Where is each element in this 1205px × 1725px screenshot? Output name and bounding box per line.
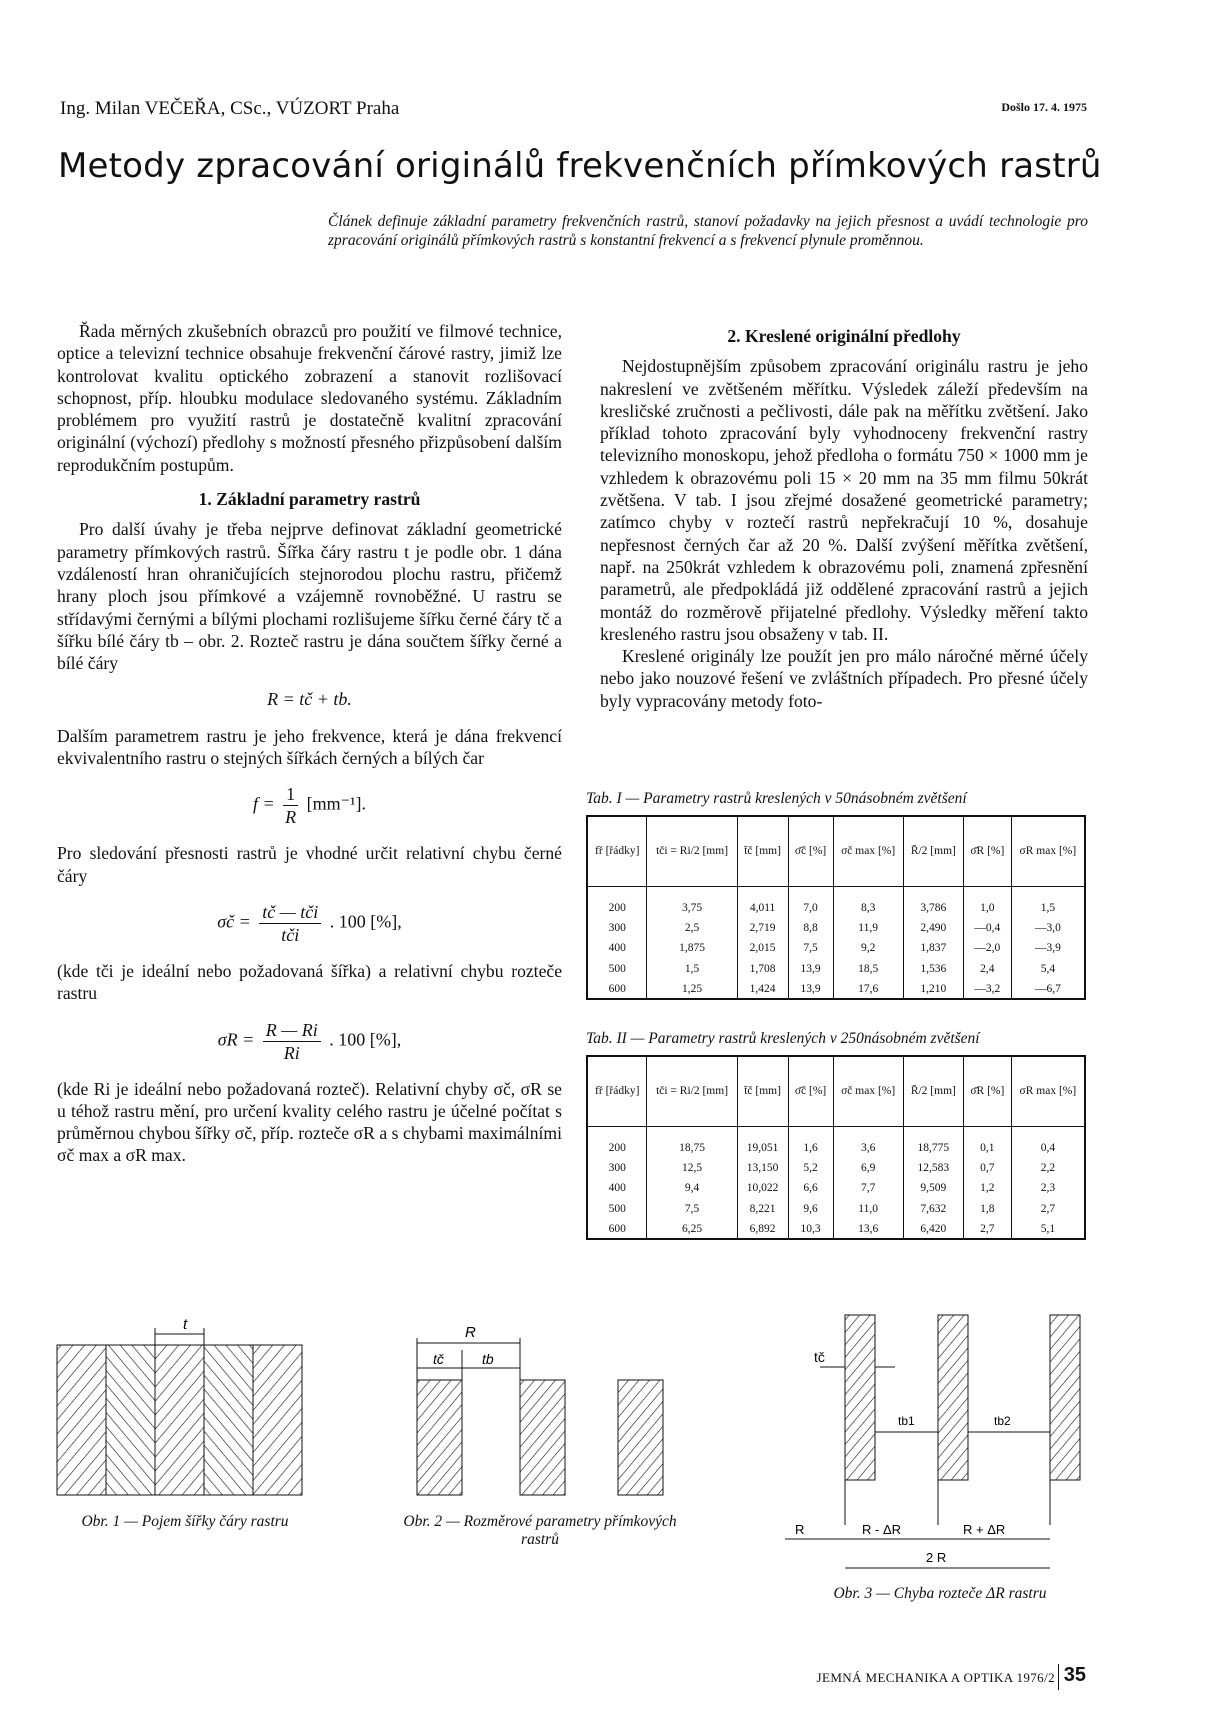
table-1 (586, 815, 1086, 1000)
table-cell: 19,051 (737, 1126, 788, 1158)
table-cell: 2,490 (903, 918, 963, 938)
table-1-header-row (587, 816, 1085, 886)
formula-frequency-unit: [mm⁻¹]. (306, 793, 367, 814)
table-cell: 13,150 (737, 1158, 788, 1178)
formula-frequency-denominator: R (285, 807, 297, 828)
table-cell: 7,5 (647, 1199, 737, 1219)
figure-1-diagram (55, 1310, 320, 1500)
table-cell: 1,875 (647, 938, 737, 958)
formula-pitch-error-rhs: . 100 [%], (329, 1029, 402, 1050)
figure-2-black-line (520, 1380, 565, 1495)
table-cell: 1,5 (1011, 886, 1085, 918)
footer-separator (1058, 1664, 1059, 1690)
table-cell: 3,786 (903, 886, 963, 918)
table-cell: 9,4 (647, 1178, 737, 1198)
table-row (587, 1126, 1085, 1158)
figure-2-diagram (405, 1310, 665, 1500)
table-2 (586, 1055, 1086, 1240)
table-cell: 7,5 (788, 938, 833, 958)
table-cell: 1,8 (963, 1199, 1011, 1219)
formula-line-error-lhs: σč = (217, 911, 251, 932)
figure-3-label-tb1: tb1 (898, 1414, 915, 1428)
table-header-cell: t̄č [mm] (737, 1056, 788, 1126)
figure-2-black-line (618, 1380, 663, 1495)
table-cell: 8,8 (788, 918, 833, 938)
table-header-cell: R̄/2 [mm] (903, 816, 963, 886)
section-1-paragraph-5: (kde Ri je ideální nebo požadovaná rozteč). Relativní chyby σč, σR se u téhož rastru mění, pro určení kvality celého rastru je účelné počítat s průměrnou chybou šířky σč, příp. rozteče σR a s chybami maximálními σč max a σR max. (57, 1078, 562, 1166)
table-header-cell: fř [řádky] (587, 1056, 647, 1126)
table-cell: 8,3 (833, 886, 903, 918)
table-cell: 9,6 (788, 1199, 833, 1219)
figure-2-label-tc: tč (433, 1351, 444, 1367)
table-cell: 1,837 (903, 938, 963, 958)
table-cell: 2,2 (1011, 1158, 1085, 1178)
formula-frequency-lhs: f = (252, 793, 275, 814)
table-cell: —3,0 (1011, 918, 1085, 938)
table-cell: 7,632 (903, 1199, 963, 1219)
table-cell: 9,2 (833, 938, 903, 958)
formula-pitch-error (57, 1019, 562, 1064)
figure-3-label-R-plus-dR: R + ΔR (963, 1522, 1006, 1537)
section-2-heading: 2. Kreslené originální předlohy (727, 326, 961, 346)
table-row (587, 1158, 1085, 1178)
table-1-caption: Tab. I — Parametry rastrů kreslených v 50násobném zvětšení (586, 790, 967, 807)
table-cell: 6,9 (833, 1158, 903, 1178)
table-cell: —3,9 (1011, 938, 1085, 958)
formula-pitch-error-denominator: Ri (283, 1042, 300, 1063)
formula-frequency-fraction (283, 783, 298, 828)
table-row (587, 1178, 1085, 1198)
formula-frequency (57, 783, 562, 828)
table-cell: —2,0 (963, 938, 1011, 958)
table-header-cell: R̄/2 [mm] (903, 1056, 963, 1126)
table-cell: 10,022 (737, 1178, 788, 1198)
figure-3-label-tc: tč (814, 1349, 825, 1365)
table-header-cell: σ̄R [%] (963, 1056, 1011, 1126)
table-cell: 11,0 (833, 1199, 903, 1219)
table-cell: 6,6 (788, 1178, 833, 1198)
table-cell: 2,5 (647, 918, 737, 938)
table-cell: 300 (587, 1158, 647, 1178)
table-cell: 10,3 (788, 1219, 833, 1239)
figure-1-band (253, 1345, 302, 1495)
table-cell: 1,708 (737, 959, 788, 979)
table-cell: 1,25 (647, 979, 737, 999)
formula-pitch-error-lhs: σR = (217, 1029, 255, 1050)
table-cell: 5,4 (1011, 959, 1085, 979)
table-header-cell: fř [řádky] (587, 816, 647, 886)
author-line: Ing. Milan VEČEŘA, CSc., VÚZORT Praha (60, 98, 400, 119)
table-cell: 6,420 (903, 1219, 963, 1239)
formula-pitch-error-numerator: R — Ri (263, 1019, 321, 1042)
figure-3-label-2R: 2 R (926, 1550, 947, 1565)
table-header-cell: σ̄č [%] (788, 816, 833, 886)
figure-2-label-tb: tb (482, 1351, 494, 1367)
formula-pitch-error-fraction (263, 1019, 321, 1064)
journal-footer: JEMNÁ MECHANIKA A OPTIKA 1976/2 (816, 1670, 1055, 1685)
table-cell: 5,1 (1011, 1219, 1085, 1239)
table-cell: 7,7 (833, 1178, 903, 1198)
figure-2-caption: Obr. 2 — Rozměrové parametry přímkových rastrů (403, 1513, 677, 1548)
table-cell: 600 (587, 1219, 647, 1239)
table-cell: 1,536 (903, 959, 963, 979)
table-cell: —3,2 (963, 979, 1011, 999)
page-number: 35 (1063, 1664, 1086, 1686)
table-header-cell: σč max [%] (833, 1056, 903, 1126)
article-title: Metody zpracování originálů frekvenčních přímkových rastrů (58, 146, 1102, 186)
figure-3-black-line (1050, 1315, 1080, 1480)
intro-paragraph: Řada měrných zkušebních obrazců pro použití ve filmové technice, optice a televizní technice obsahuje frekvenční čárové rastry, jimiž lze kontrolovat kvalitu optického zobrazení a stanovit rozlišovací schopnost, příp. hloubku modulace sledovaného systému. Základním problémem pro využití rastrů je dostatečně kvalitní zpracování originální (výchozí) předlohy s možností přesného přizpůsobení dalším reprodukčním postupům. (57, 321, 562, 475)
section-1-paragraph-4: (kde tči je ideální nebo požadovaná šířka) a relativní chybu rozteče rastru (57, 960, 562, 1004)
formula-line-error-numerator: tč — tči (259, 901, 321, 924)
left-column (57, 320, 562, 1167)
table-row (587, 1199, 1085, 1219)
table-cell: 12,5 (647, 1158, 737, 1178)
table-cell: 11,9 (833, 918, 903, 938)
table-cell: 5,2 (788, 1158, 833, 1178)
formula-line-error-denominator: tči (281, 924, 300, 945)
table-cell: 6,892 (737, 1219, 788, 1239)
table-header-cell: tči = Ri/2 [mm] (647, 816, 737, 886)
table-header-cell: σR max [%] (1011, 816, 1085, 886)
figure-3-black-line (845, 1315, 875, 1480)
table-cell: 4,011 (737, 886, 788, 918)
table-cell: 12,583 (903, 1158, 963, 1178)
figure-1-band (57, 1345, 106, 1495)
figure-3-black-line (938, 1315, 968, 1480)
table-cell: 18,5 (833, 959, 903, 979)
table-cell: 0,7 (963, 1158, 1011, 1178)
table-cell: 18,75 (647, 1126, 737, 1158)
table-header-cell: σ̄č [%] (788, 1056, 833, 1126)
figure-3-caption: Obr. 3 — Chyba rozteče ΔR rastru (833, 1585, 1047, 1602)
table-cell: 2,3 (1011, 1178, 1085, 1198)
table-header-cell: t̄č [mm] (737, 816, 788, 886)
section-1-heading: 1. Základní parametry rastrů (198, 489, 421, 510)
formula-pitch: R = tč + tb. (267, 689, 352, 710)
table-cell: 200 (587, 886, 647, 918)
table-cell: 13,6 (833, 1219, 903, 1239)
table-cell: 6,25 (647, 1219, 737, 1239)
table-header-cell: σ̄R [%] (963, 816, 1011, 886)
formula-frequency-numerator: 1 (283, 783, 298, 806)
table-cell: 2,7 (1011, 1199, 1085, 1219)
table-cell: 1,5 (647, 959, 737, 979)
table-cell: 1,0 (963, 886, 1011, 918)
figure-3-label-R-minus-dR: R - ΔR (862, 1522, 902, 1537)
table-cell: 1,210 (903, 979, 963, 999)
table-2-caption: Tab. II — Parametry rastrů kreslených v 250násobném zvětšení (586, 1030, 980, 1047)
figure-1-caption: Obr. 1 — Pojem šířky čáry rastru (81, 1513, 289, 1530)
table-cell: 9,509 (903, 1178, 963, 1198)
figure-1-band (155, 1345, 204, 1495)
figure-2-black-line (417, 1380, 462, 1495)
table-cell: 200 (587, 1126, 647, 1158)
right-column (600, 325, 1088, 712)
table-cell: 8,221 (737, 1199, 788, 1219)
table-cell: 13,9 (788, 959, 833, 979)
table-row (587, 979, 1085, 999)
figure-1-band (204, 1345, 253, 1495)
table-cell: 2,4 (963, 959, 1011, 979)
section-1-paragraph-1: Pro další úvahy je třeba nejprve definovat základní geometrické parametry přímkových rastrů. Šířka čáry rastru t je podle obr. 1 dána vzdáleností hran ohraničujících stejnorodou plochu rastru, přičemž hrany ploch jsou přímkové a vzájemně rovnoběžné. U rastru se střídavými černými a bílými plochami rozlišujeme šířku černé čáry tč a šířku bílé čáry tb – obr. 2. Rozteč rastru je dána součtem šířky černé a bílé čáry (57, 519, 562, 674)
figure-1-label-t: t (183, 1316, 188, 1333)
table-2-header-row (587, 1056, 1085, 1126)
table-row (587, 886, 1085, 918)
table-cell: 1,424 (737, 979, 788, 999)
table-header-cell: σR max [%] (1011, 1056, 1085, 1126)
table-cell: 3,75 (647, 886, 737, 918)
figure-2-label-R: R (465, 1324, 476, 1341)
received-date: Došlo 17. 4. 1975 (1001, 100, 1087, 114)
table-cell: 17,6 (833, 979, 903, 999)
formula-line-error-fraction (259, 901, 321, 946)
table-header-cell: σč max [%] (833, 816, 903, 886)
section-2-paragraph-2: Kreslené originály lze použít jen pro málo náročné měrné účely nebo jako nouzové řešení ve zvláštních případech. Pro přesné účely byly vypracovány metody foto- (600, 646, 1088, 711)
table-cell: 2,7 (963, 1219, 1011, 1239)
figure-1-band (106, 1345, 155, 1495)
table-cell: 0,1 (963, 1126, 1011, 1158)
table-cell: 1,2 (963, 1178, 1011, 1198)
figure-3-label-R: R (795, 1522, 805, 1537)
formula-line-error (57, 901, 562, 946)
table-cell: 300 (587, 918, 647, 938)
formula-line-error-rhs: . 100 [%], (329, 911, 402, 932)
figure-3-label-tb2: tb2 (994, 1414, 1011, 1428)
table-row (587, 938, 1085, 958)
section-1-paragraph-3: Pro sledování přesnosti rastrů je vhodné určit relativní chybu černé čáry (57, 843, 562, 886)
abstract: Článek definuje základní parametry frekvenčních rastrů, stanoví požadavky na jejich přesnost a uvádí technologie pro zpracování originálů přímkových rastrů s konstantní frekvencí a s frekvencí plynule proměnnou. (328, 213, 1088, 249)
table-cell: 13,9 (788, 979, 833, 999)
table-cell: 400 (587, 1178, 647, 1198)
table-cell: 500 (587, 959, 647, 979)
table-cell: —0,4 (963, 918, 1011, 938)
figure-3-diagram (780, 1310, 1090, 1580)
table-cell: 7,0 (788, 886, 833, 918)
table-cell: 2,719 (737, 918, 788, 938)
table-cell: 3,6 (833, 1126, 903, 1158)
section-1-paragraph-2: Dalším parametrem rastru je jeho frekvence, která je dána frekvencí ekvivalentního rastru o stejných šířkách černých a bílých čar (57, 725, 562, 769)
table-cell: 0,4 (1011, 1126, 1085, 1158)
section-2-paragraph-1: Nejdostupnějším způsobem zpracování originálu rastru je jeho nakreslení ve zvětšeném měřítku. Výsledek záleží především na kresličské zručnosti a pečlivosti, dále pak na měřítku zvětšení. Jako příklad tohoto zpracování byly vyhodnoceny frekvenční rastry televizního monoskopu, jehož předloha o formátu 750 × 1000 mm je vzhledem k obrazovému poli 15 × 20 mm na 35 mm filmu 50krát zvětšena. V tab. I jsou zřejmé dosažené geometrické parametry; zatímco chyby v roztečí rastrů nepřekračují 10 %, dosahuje nepřesnost černých čar až 20 %. Další zvýšení měřítka zvětšení, např. na 250krát vzhledem k obrazovému poli, znamená zpřesnění parametrů, ale předpokládá již oddělené zpracování rastrů a jejich montáž do rozměrově přijatelné předlohy. Výsledky měření takto kresleného rastru jsou obsaženy v tab. II. (600, 356, 1088, 644)
table-row (587, 959, 1085, 979)
table-cell: 18,775 (903, 1126, 963, 1158)
table-row (587, 1219, 1085, 1239)
table-cell: 600 (587, 979, 647, 999)
table-cell: 1,6 (788, 1126, 833, 1158)
table-cell: 400 (587, 938, 647, 958)
table-cell: 2,015 (737, 938, 788, 958)
table-cell: 500 (587, 1199, 647, 1219)
table-cell: —6,7 (1011, 979, 1085, 999)
table-header-cell: tči = Ri/2 [mm] (647, 1056, 737, 1126)
table-row (587, 918, 1085, 938)
